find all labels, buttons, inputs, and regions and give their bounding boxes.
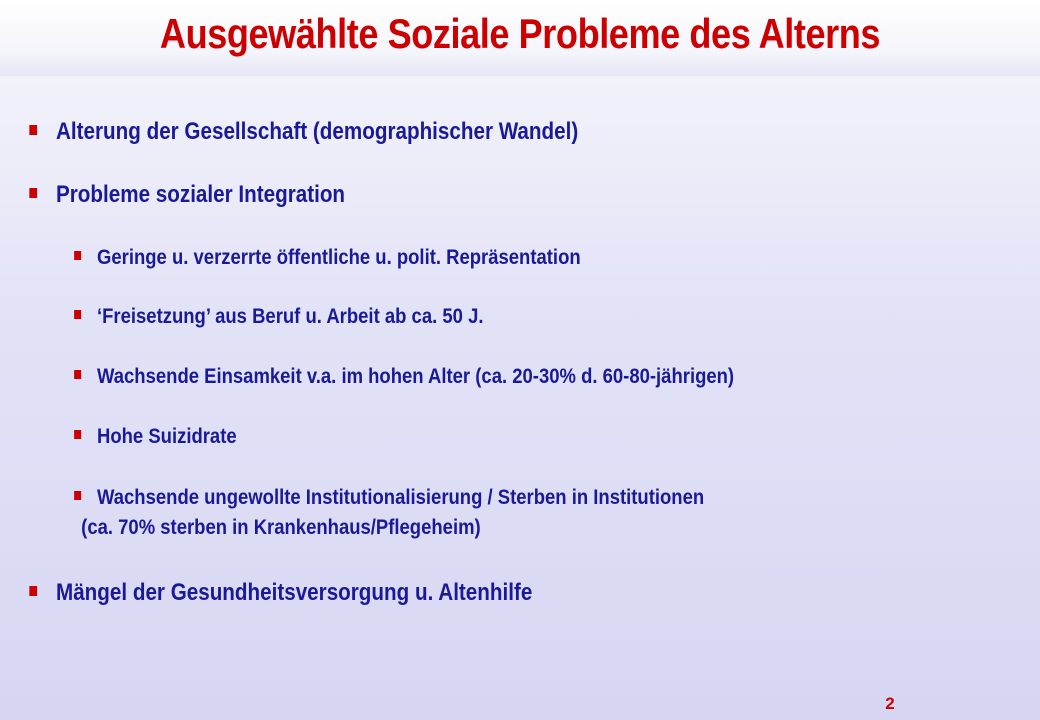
sub-bullet-item-suicide-rate: [97, 422, 237, 452]
sub-bullet-item-loneliness: [97, 362, 734, 392]
bullet-square-icon: [74, 310, 81, 319]
bullet-text-continuation: (ca. 70% sterben in Krankenhaus/Pflegeheim): [81, 516, 481, 539]
bullet-text: Mängel der Gesundheitsversorgung u. Altenhilfe: [56, 579, 533, 606]
bullet-text: Wachsende ungewollte Institutionalisierung / Sterben in Institutionen: [97, 486, 705, 509]
bullet-square-icon: [29, 125, 37, 135]
bullet-square-icon: [74, 251, 81, 260]
sub-bullet-item-release-from-work: [97, 302, 483, 332]
bullet-text: Wachsende Einsamkeit v.a. im hohen Alter (ca. 20-30% d. 60-80-jährigen): [97, 365, 735, 388]
bullet-text: Hohe Suizidrate: [97, 425, 237, 448]
bullet-item-social-integration: [56, 180, 345, 210]
bullet-text: Geringe u. verzerrte öffentliche u. polit. Repräsentation: [97, 246, 581, 269]
bullet-square-icon: [74, 370, 81, 379]
bullet-square-icon: [74, 491, 81, 500]
bullet-item-health-care: [56, 578, 532, 608]
bullet-square-icon: [29, 586, 37, 596]
slide-title: Ausgewählte Soziale Probleme des Alterns: [159, 10, 881, 57]
sub-bullet-item-representation: [97, 243, 581, 273]
bullet-text: Alterung der Gesellschaft (demographischer Wandel): [56, 118, 579, 145]
bullet-text: ‘Freisetzung’ aus Beruf u. Arbeit ab ca. 50 J.: [97, 305, 484, 328]
bullet-item-aging-society: [56, 117, 578, 147]
bullet-square-icon: [74, 430, 81, 439]
bullet-text: Probleme sozialer Integration: [56, 181, 346, 208]
sub-bullet-item-institutionalization: [81, 483, 705, 543]
bullet-square-icon: [29, 188, 37, 198]
page-number: 2: [885, 694, 895, 713]
